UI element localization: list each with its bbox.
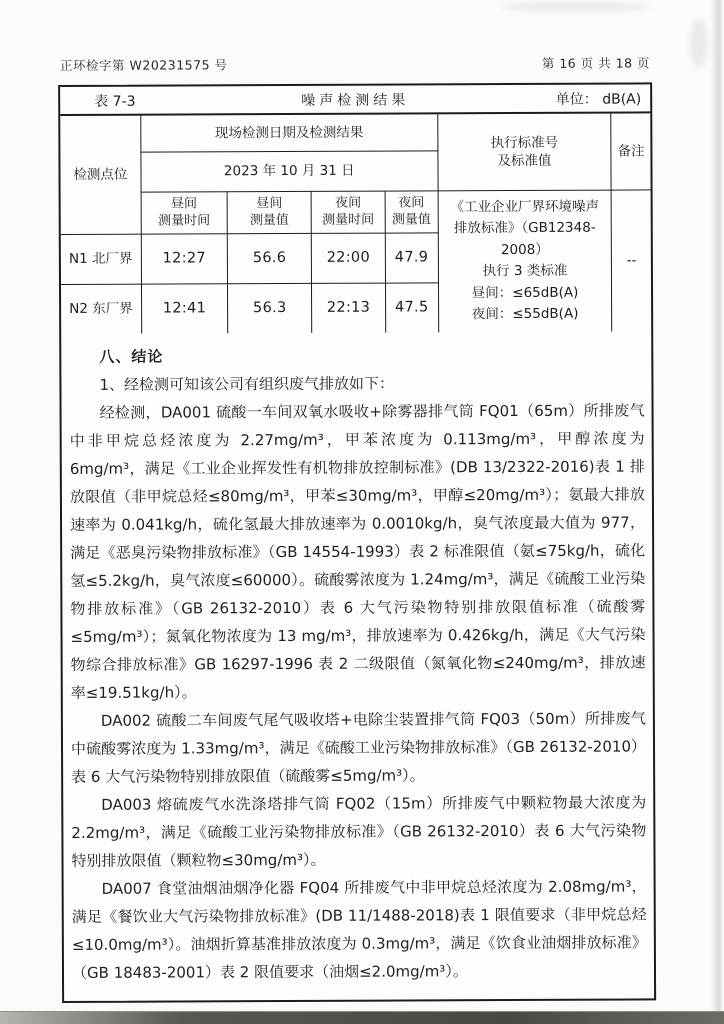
cell-point-n2: N2 东厂界 xyxy=(61,284,141,334)
conclusion-section xyxy=(61,331,654,1001)
scan-edge-right xyxy=(710,0,724,1024)
scan-smudge xyxy=(690,18,708,68)
document-content xyxy=(58,53,656,1003)
header-cell-night-time: 夜间 测量时间 xyxy=(311,191,384,233)
page-indicator: 第 16 页 共 18 页 xyxy=(541,55,651,71)
table-caption-row xyxy=(60,84,650,116)
conclusion-paragraph: DA003 熔硫废气水洗涤塔排气筒 FQ02（15m）所排废气中颗粒物最大浓度为 2.2mg/m³，满足《硫酸工业污染物排放标准》（GB 26132-2010）表 6 大气污染物特别排放限值（颗粒物≤30mg/m³）。 xyxy=(71,793,647,870)
header-cell-point: 检测点位 xyxy=(60,116,141,234)
scan-edge-bottom xyxy=(0,1011,724,1024)
cell-standard-value: 《工业企业厂界环境噪声 排放标准》（GB12348-2008） 执行 3 类标准 昼间：≤65dB(A) 夜间：≤55dB(A) xyxy=(438,190,612,333)
noise-results-table xyxy=(60,113,651,334)
document-header xyxy=(58,53,652,74)
cell-n1-night-time: 22:00 xyxy=(312,233,385,283)
header-cell-site-results: 现场检测日期及检测结果 xyxy=(141,114,438,151)
table-unit-label: 单位： dB(A) xyxy=(555,90,642,108)
cell-point-n1: N1 北厂界 xyxy=(61,234,141,284)
conclusion-paragraph: DA007 食堂油烟油烟净化器 FQ04 所排废气中非甲烷总烃浓度为 2.08mg/m³，满足《餐饮业大气污染物排放标准》(DB 11/1488-2018)表 1 限值要求（非甲烷总烃≤10.0mg/m³）。油烟折算基准排放浓度为 0.3mg/m³，满足《饮食业油烟排放标准》（GB 18483-2001）表 2 限值要求（油烟≤2.0mg/m³）。 xyxy=(71,877,647,982)
conclusion-paragraph: DA002 硫酸二车间废气尾气吸收塔+电除尘装置排气筒 FQ03（50m）所排废气中硫酸雾浓度为 1.33mg/m³，满足《硫酸工业污染物排放标准》（GB 26132-2010）表 6 大气污染物特别排放限值（硫酸雾≤5mg/m³）。 xyxy=(70,709,647,786)
cell-n2-night-value: 47.5 xyxy=(385,282,438,332)
document-border-box xyxy=(58,82,656,1003)
header-cell-date: 2023 年 10 月 31 日 xyxy=(141,150,438,191)
header-cell-day-time: 昼间 测量时间 xyxy=(141,191,227,233)
conclusion-paragraph: 1、经检测可知该公司有组织废气排放如下： xyxy=(99,374,395,394)
cell-n1-day-time: 12:27 xyxy=(141,233,227,283)
header-cell-standard: 执行标准号 及标准值 xyxy=(437,114,611,191)
cell-n1-day-value: 56.6 xyxy=(227,233,311,283)
cell-n1-night-value: 47.9 xyxy=(385,232,438,282)
table-title: 噪声检测结果 xyxy=(301,91,410,109)
header-cell-remark: 备注 xyxy=(611,113,651,189)
cell-n2-day-time: 12:41 xyxy=(141,283,227,333)
table-number-label: 表 7-3 xyxy=(94,93,136,110)
cell-n2-day-value: 56.3 xyxy=(228,283,312,333)
cell-n2-night-time: 22:13 xyxy=(312,283,385,333)
conclusion-heading: 八、结论 xyxy=(99,347,164,366)
conclusion-paragraph: 经检测，DA001 硫酸一车间双氧水吸收+除雾器排气筒 FQ01（65m）所排废气中非甲烷总烃浓度为 2.27mg/m³，甲苯浓度为 0.113mg/m³，甲醇浓度为 6mg/m³，满足《工业企业挥发性有机物排放控制标准》(DB 13/2322-2016)表 1 排放限值（非甲烷总烃≤80mg/m³，甲苯≤30mg/m³，甲醇≤20mg/m³）；氨最大排放速率为 0.041kg/h，硫化氢最大排放速率为 0.0010kg/h，臭气浓度最大值为 977，满足《恶臭污染物排放标准》（GB 14554-1993）表 2 标准限值（氨≤75kg/h，硫化氢≤5.2kg/h，臭气浓度≤60000）。硫酸雾浓度为 1.24mg/m³，满足《硫酸工业污染物排放标准》（GB 26132-2010）表 6 大气污染物特别排放限值标准（硫酸雾≤5mg/m³）；氮氧化物浓度为 13 mg/m³，排放速率为 0.426kg/h，满足《大气污染物综合排放标准》GB 16297-1996 表 2 二级限值（氮氧化物≤240mg/m³，排放速率≤19.51kg/h）。 xyxy=(69,401,646,702)
header-cell-day-value: 昼间 测量值 xyxy=(227,191,311,233)
scan-smudge xyxy=(500,2,650,12)
header-cell-night-value: 夜间 测量值 xyxy=(385,190,438,232)
report-number: 正环检字第 W20231575 号 xyxy=(60,57,228,73)
cell-remark-value: -- xyxy=(611,189,651,331)
